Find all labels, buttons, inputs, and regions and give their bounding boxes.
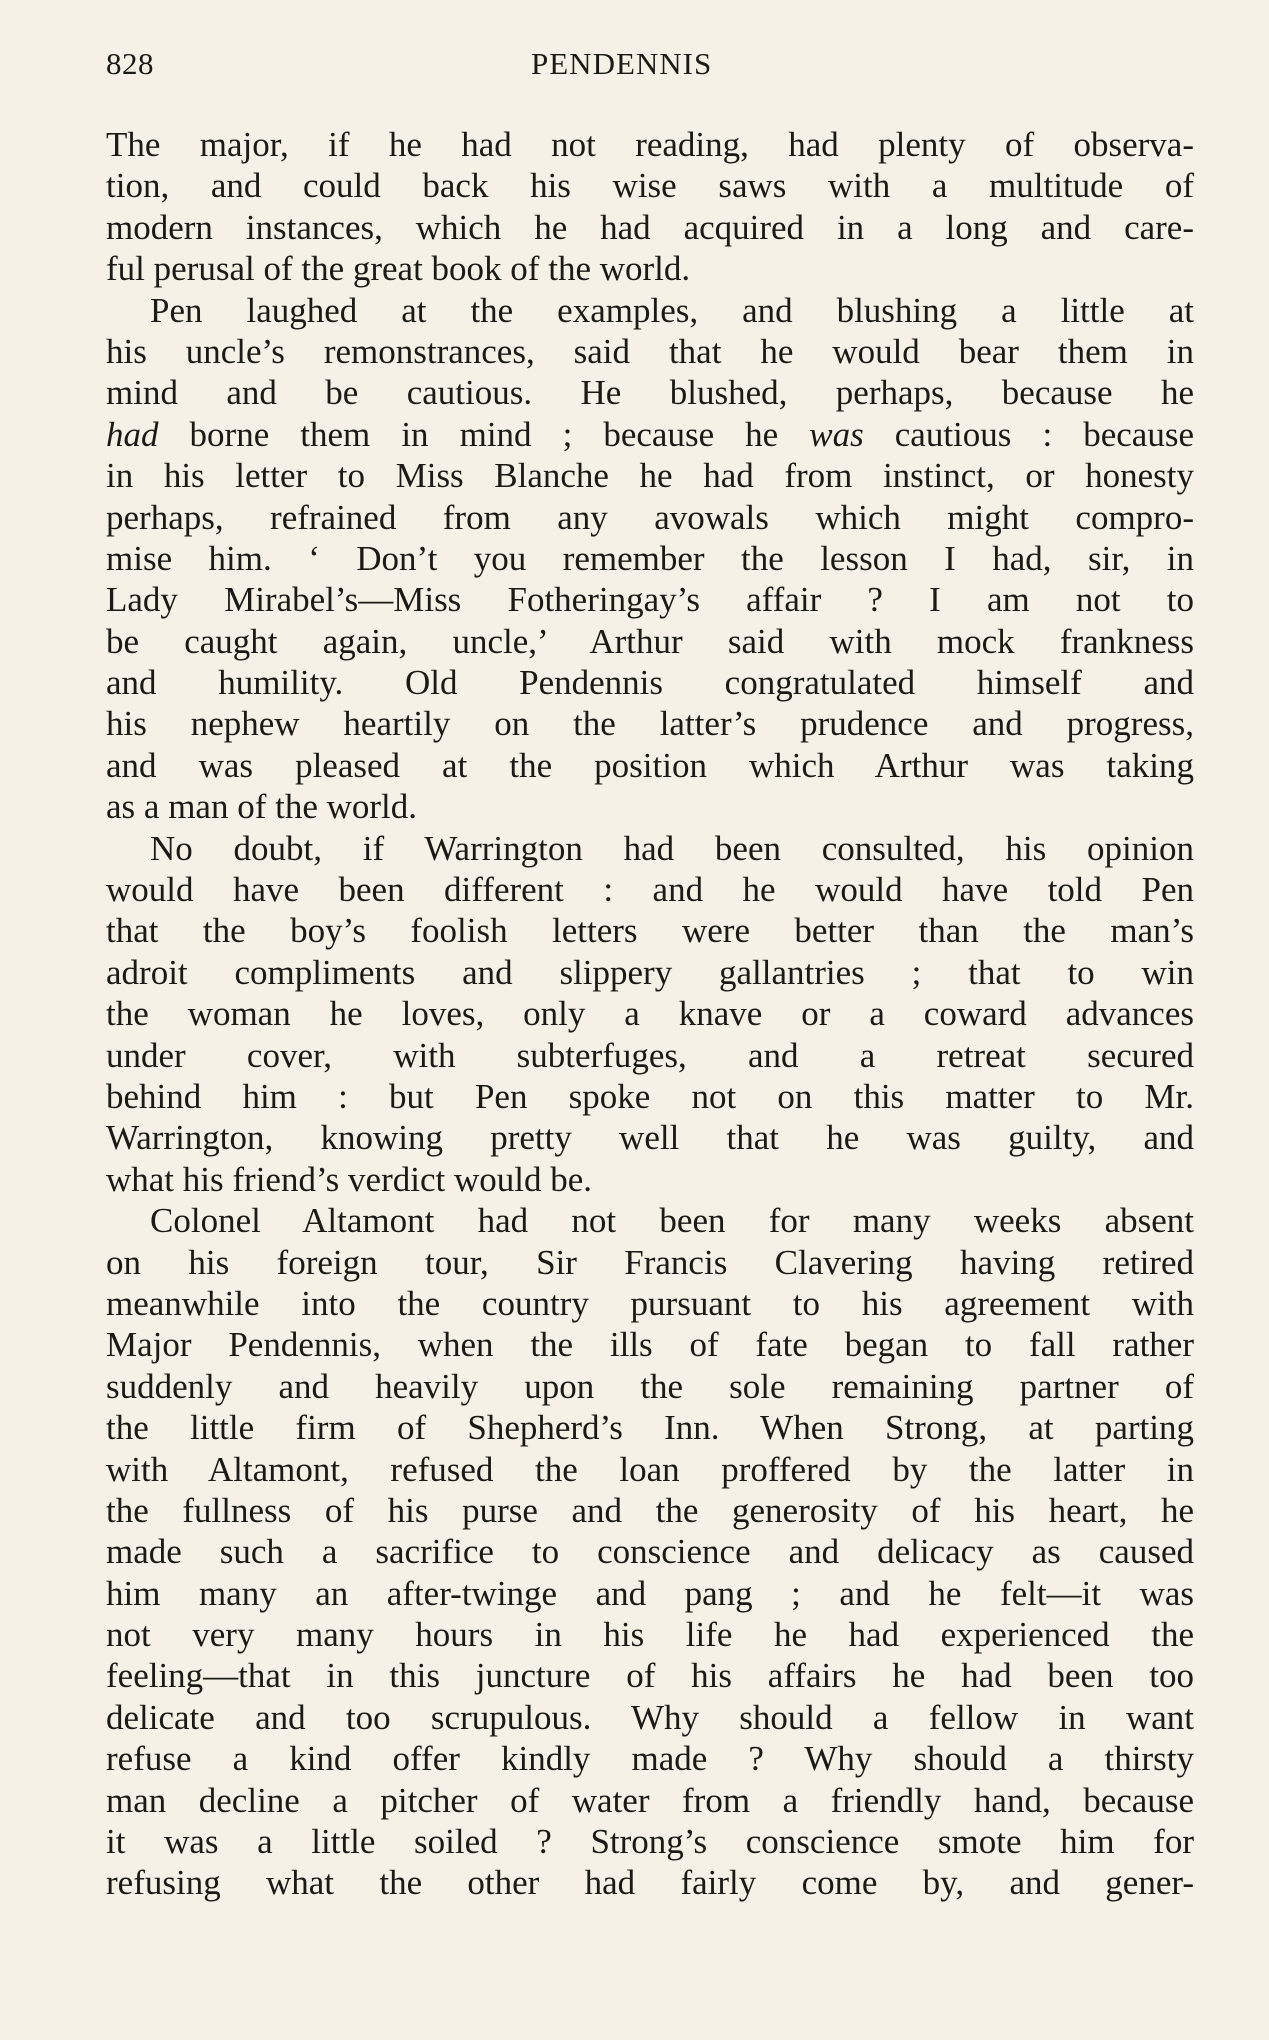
text-line [106, 1738, 1194, 1779]
text-line [106, 1655, 1194, 1696]
text-line [106, 1200, 1194, 1241]
text-line [106, 579, 1194, 620]
text-segment: ful perusal of the great book of the world. [106, 249, 691, 289]
text-line [106, 290, 1194, 331]
page-number: 828 [106, 46, 154, 81]
text-line [106, 538, 1194, 579]
text-segment: Pen laughed at the examples, and blushing a little at [150, 290, 1194, 330]
text-segment: would have been different : and he would have told Pen [106, 870, 1194, 910]
text-line [106, 1449, 1194, 1490]
text-segment: perhaps, refrained from any avowals which might compro- [106, 497, 1194, 537]
text-line [106, 952, 1194, 993]
italic-text: was [809, 414, 864, 454]
running-header [106, 46, 1196, 94]
text-line [106, 124, 1194, 165]
text-segment: tion, and could back his wise saws with a multitude of [106, 166, 1194, 206]
text-line [106, 703, 1194, 744]
text-segment: that the boy’s foolish letters were better than the man’s [106, 911, 1194, 951]
text-line [106, 1324, 1194, 1365]
text-line [106, 1117, 1194, 1158]
text-segment: behind him : but Pen spoke not on this matter to Mr. [106, 1076, 1194, 1116]
text-line [106, 1531, 1194, 1572]
text-line [106, 993, 1194, 1034]
text-segment: refusing what the other had fairly come by, and gener- [106, 1863, 1194, 1903]
text-segment: The major, if he had not reading, had plenty of observa- [106, 125, 1194, 164]
text-line [106, 1821, 1194, 1862]
text-segment: Colonel Altamont had not been for many weeks absent [150, 1201, 1194, 1241]
text-line [106, 414, 1194, 455]
text-segment: under cover, with subterfuges, and a retreat secured [106, 1035, 1194, 1075]
text-segment: Warrington, knowing pretty well that he was guilty, and [106, 1118, 1194, 1158]
text-segment: his nephew heartily on the latter’s prudence and progress, [106, 704, 1194, 744]
text-segment: No doubt, if Warrington had been consulted, his opinion [150, 828, 1194, 868]
text-line [106, 165, 1194, 206]
text-segment: mise him. ‘ Don’t you remember the lesson I had, sir, in [106, 538, 1194, 578]
text-segment: his uncle’s remonstrances, said that he would bear them in [106, 331, 1194, 371]
text-segment: made such a sacrifice to conscience and delicacy as caused [106, 1532, 1194, 1572]
text-line [106, 1076, 1194, 1117]
text-line [106, 1614, 1194, 1655]
text-segment: refuse a kind offer kindly made ? Why should a thirsty [106, 1739, 1194, 1779]
text-line [106, 1490, 1194, 1531]
text-line [106, 786, 1194, 827]
text-segment: him many an after-twinge and pang ; and he felt—it was [106, 1573, 1194, 1613]
text-line [106, 1407, 1194, 1448]
text-segment: on his foreign tour, Sir Francis Clavering having retired [106, 1242, 1194, 1282]
text-segment: be caught again, uncle,’ Arthur said with mock frankness [106, 621, 1194, 661]
body-text [106, 124, 1194, 1904]
text-segment: man decline a pitcher of water from a friendly hand, because [106, 1780, 1194, 1820]
running-title: PENDENNIS [531, 46, 713, 81]
text-segment: and was pleased at the position which Arthur was taking [106, 745, 1194, 785]
text-line [106, 621, 1194, 662]
text-segment: and humility. Old Pendennis congratulated himself and [106, 663, 1194, 703]
text-segment: the woman he loves, only a knave or a coward advances [106, 994, 1194, 1034]
text-line [106, 910, 1194, 951]
text-segment: not very many hours in his life he had experienced the [106, 1615, 1194, 1655]
text-line [106, 1862, 1194, 1903]
text-segment: mind and be cautious. He blushed, perhaps, because he [106, 373, 1194, 413]
text-line [106, 1035, 1194, 1076]
italic-text: had [106, 414, 159, 454]
text-line [106, 1159, 1194, 1200]
text-segment: feeling—that in this juncture of his affairs he had been too [106, 1656, 1194, 1696]
text-segment: the fullness of his purse and the generosity of his heart, he [106, 1490, 1194, 1530]
text-segment: adroit compliments and slippery gallantries ; that to win [106, 952, 1194, 992]
text-segment: what his friend’s verdict would be. [106, 1159, 593, 1199]
text-line [106, 745, 1194, 786]
text-line [106, 869, 1194, 910]
text-line [106, 1283, 1194, 1324]
text-line [106, 248, 1194, 289]
text-line [106, 828, 1194, 869]
text-segment: meanwhile into the country pursuant to his agreement with [106, 1283, 1194, 1323]
text-line [106, 497, 1194, 538]
text-segment: Lady Mirabel’s—Miss Fotheringay’s affair ? I am not to [106, 580, 1194, 620]
text-line [106, 372, 1194, 413]
text-line [106, 331, 1194, 372]
text-segment: with Altamont, refused the loan proffered by the latter in [106, 1449, 1194, 1489]
text-line [106, 455, 1194, 496]
text-segment: borne them in mind ; because he [158, 414, 810, 454]
text-segment: the little firm of Shepherd’s Inn. When Strong, at parting [106, 1408, 1194, 1448]
text-line [106, 1780, 1194, 1821]
text-line [106, 1573, 1194, 1614]
text-segment: in his letter to Miss Blanche he had from instinct, or honesty [106, 456, 1194, 496]
text-segment: as a man of the world. [106, 787, 418, 827]
text-segment: it was a little soiled ? Strong’s conscience smote him for [106, 1822, 1194, 1862]
text-line [106, 662, 1194, 703]
text-segment: cautious : because [863, 414, 1194, 454]
text-line [106, 1366, 1194, 1407]
text-segment: delicate and too scrupulous. Why should a fellow in want [106, 1697, 1194, 1737]
text-line [106, 1242, 1194, 1283]
text-segment: suddenly and heavily upon the sole remaining partner of [106, 1366, 1194, 1406]
text-segment: modern instances, which he had acquired in a long and care- [106, 207, 1194, 247]
text-line [106, 207, 1194, 248]
text-segment: Major Pendennis, when the ills of fate began to fall rather [106, 1325, 1194, 1365]
text-line [106, 1697, 1194, 1738]
